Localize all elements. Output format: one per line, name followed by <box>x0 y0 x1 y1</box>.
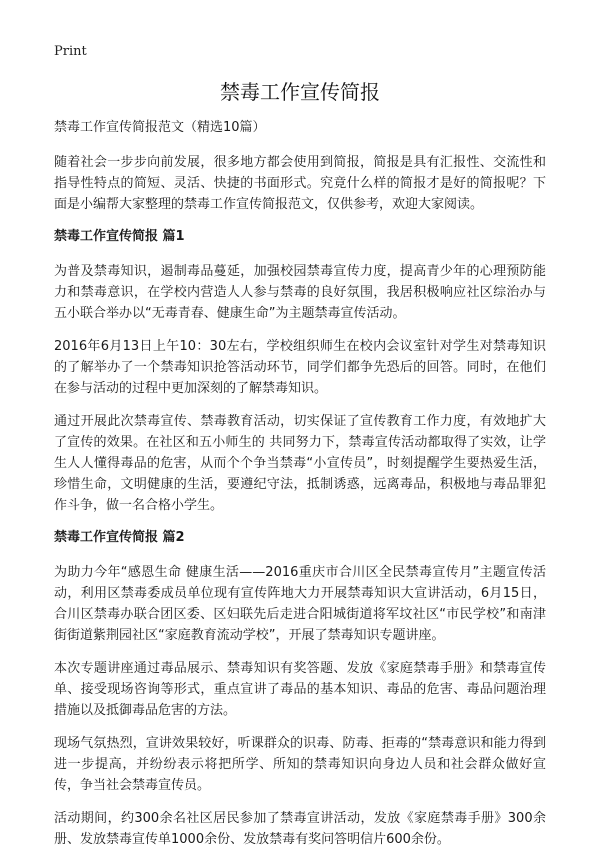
document-subtitle: 禁毒工作宣传简报范文（精选10篇） <box>54 120 266 135</box>
document-title: 禁毒工作宣传简报 <box>220 80 380 104</box>
section-paragraph: 通过开展此次禁毒宣传、禁毒教育活动，切实保证了宣传教育工作力度，有效地扩大了宣传的效果。在社区和五小师生的 共同努力下，禁毒宣传活动都取得了实效，让学生人人懂得毒品的危害，从而个个争当禁毒“小宣传员”，时刻提醒学生要热爱生活，珍惜生命，文明健康的生活，要遵纪守法，抵制诱惑，远离毒品，积极地与毒品罪犯作斗争，做一名合格小学生。 <box>54 414 546 513</box>
section-paragraph: 2016年6月13日上午10：30左右，学校组织师生在校内会议室针对学生对禁毒知识的了解举办了一个禁毒知识抢答活动环节，同学们都争先恐后的回答。同时，在他们在参与活动的过程中更加深刻的了解禁毒知识。 <box>54 339 546 396</box>
intro-paragraph: 随着社会一步步向前发展，很多地方都会使用到简报，简报是具有汇报性、交流性和指导性特点的简短、灵活、快捷的书面形式。究竟什么样的简报才是好的简报呢？下面是小编帮大家整理的禁毒工作宣传简报范文，仅供参考，欢迎大家阅读。 <box>54 155 546 212</box>
section-1 <box>54 227 546 516</box>
section-paragraph: 本次专题讲座通过毒品展示、禁毒知识有奖答题、发放《家庭禁毒手册》和禁毒宣传单、接受现场咨询等形式，重点宣讲了毒品的基本知识、毒品的危害、毒品问题治理措施以及抵御毒品危害的方法。 <box>54 661 546 718</box>
section-heading: 禁毒工作宣传简报 篇2 <box>54 530 185 545</box>
section-paragraph: 为普及禁毒知识，遏制毒品蔓延，加强校园禁毒宣传力度，提高青少年的心理预防能力和禁毒意识，在学校内营造人人参与禁毒的良好氛围，我居积极响应社区综治办与五小联合举办以“无毒青春、健康生命”为主题禁毒宣传活动。 <box>54 264 546 321</box>
section-2 <box>54 528 546 850</box>
document-body <box>54 118 546 862</box>
section-paragraph: 为助力今年“感恩生命 健康生活——2016重庆市合川区全民禁毒宣传月”主题宣传活动，利用区禁毒委成员单位现有宣传阵地大力开展禁毒知识大宣讲活动，6月15日，合川区禁毒办联合团区委、区妇联先后走进合阳城街道将军坟社区“市民学校”和南津街街道紫荆园社区“家庭教育流动学校”，开展了禁毒知识专题讲座。 <box>54 565 546 643</box>
print-link[interactable]: Print <box>54 44 87 59</box>
section-paragraph: 现场气氛热烈，宣讲效果较好，听课群众的识毒、防毒、拒毒的“禁毒意识和能力得到进一步提高，并纷纷表示将把所学、所知的禁毒知识向身边人员和社会群众做好宣传，争当社会禁毒宣传员。 <box>54 736 546 793</box>
section-heading: 禁毒工作宣传简报 篇1 <box>54 229 185 244</box>
section-paragraph: 活动期间，约300余名社区居民参加了禁毒宣讲活动，发放《家庭禁毒手册》300余册、发放禁毒宣传单1000余份、发放禁毒有奖问答明信片600余份。 <box>54 811 546 847</box>
